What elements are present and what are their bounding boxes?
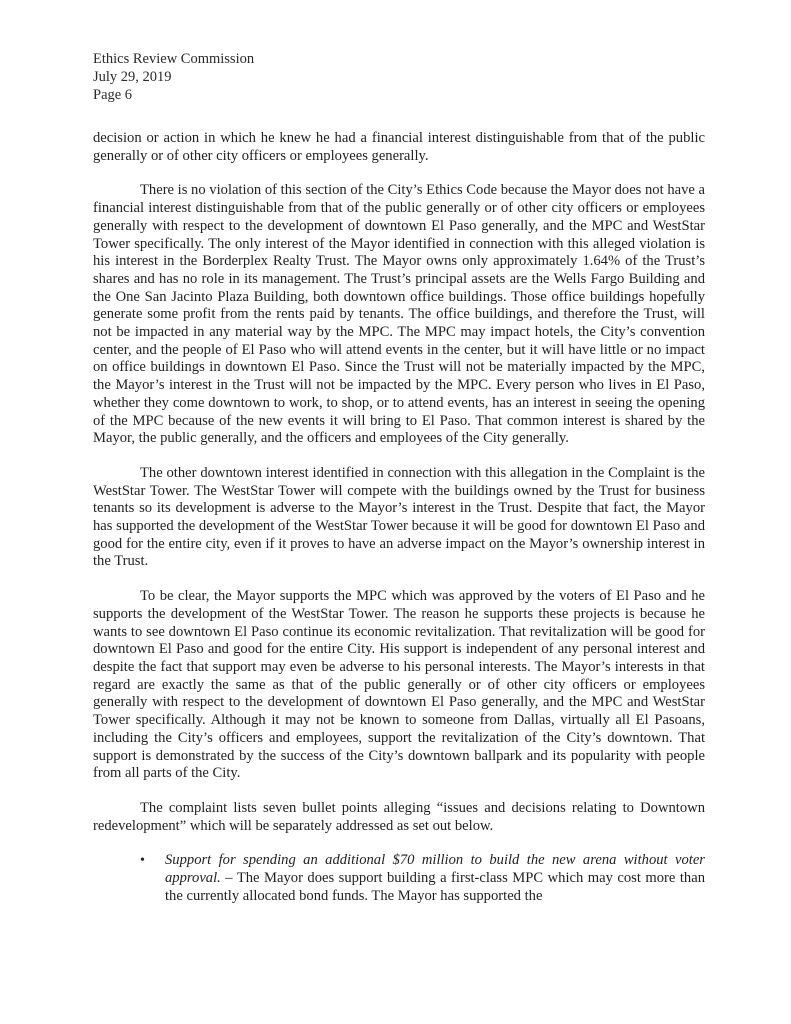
header-page-number: Page 6 <box>93 87 133 103</box>
paragraph-bullet-intro: The complaint lists seven bullet points alleging “issues and decisions relating to Downtown redevelopment” which will be separately addressed as set out below. <box>93 799 705 834</box>
bullet-title: Support for spending an additional $70 million to build the new arena without voter approval. <box>165 852 705 887</box>
document-body <box>93 130 705 905</box>
allegation-bullet-list <box>93 852 705 905</box>
header-recipient: Ethics Review Commission <box>93 51 255 67</box>
list-item <box>93 852 705 905</box>
header-date: July 29, 2019 <box>93 69 172 85</box>
paragraph-continued: decision or action in which he knew he had a financial interest distinguishable from that of the public generally or of other city officers or employees generally. <box>93 130 705 164</box>
paragraph-weststar-tower: The other downtown interest identified in connection with this allegation in the Complaint is the WestStar Tower. The WestStar Tower will compete with the buildings owned by the Trust for business tenants so its development is adverse to the Mayor’s interest in the Trust. Despite that fact, the Mayor has supported the development of the WestStar Tower because it will be good for downtown El Paso and good for the entire city, even if it proves to have an adverse impact on the Mayor’s ownership interest in the Trust. <box>93 464 705 570</box>
letter-header <box>93 50 254 104</box>
bullet-text: – The Mayor does support building a first-class MPC which may cost more than the currently allocated bond funds. The Mayor has supported the <box>165 870 705 904</box>
bullet-marker: • <box>140 853 145 869</box>
paragraph-mayor-support: To be clear, the Mayor supports the MPC which was approved by the voters of El Paso and he supports the development of the WestStar Tower. The reason he supports these projects is because he wants to see downtown El Paso continue its economic revitalization. That revitalization will be good for downtown El Paso and good for the entire City. His support is independent of any personal interest and despite the fact that support may even be adverse to his personal interests. The Mayor’s interests in that regard are exactly the same as that of the public generally or of other city officers or employees generally with respect to the development of downtown El Paso generally, and the MPC and WestStar Tower specifically. Although it may not be known to someone from Dallas, virtually all El Pasoans, including the City’s officers and employees, support the revitalization of the City’s downtown. That support is demonstrated by the success of the City’s downtown ballpark and its popularity with people from all parts of the City. <box>93 588 705 782</box>
paragraph-no-violation: There is no violation of this section of the City’s Ethics Code because the Mayor does not have a financial interest distinguishable from that of the public generally or of other city officers or employees generally with respect to the development of downtown El Paso generally, and the MPC and WestStar Tower specifically. The only interest of the Mayor identified in connection with this alleged violation is his interest in the Borderplex Realty Trust. The Mayor owns only approximately 1.64% of the Trust’s shares and has no role in its management. The Trust’s principal assets are the Wells Fargo Building and the One San Jacinto Plaza Building, both downtown office buildings. Those office buildings hopefully generate some profit from the rents paid by tenants. The office buildings, and therefore the Trust, will not be impacted in any material way by the MPC. The MPC may impact hotels, the City’s convention center, and the people of El Paso who will attend events in the center, but it will have little or no impact on office buildings in downtown El Paso. Since the Trust will not be materially impacted by the MPC, the Mayor’s interest in the Trust will not be impacted by the MPC. Every person who lives in El Paso, whether they come downtown to work, to shop, or to attend events, has an interest in seeing the opening of the MPC because of the new events it will bring to El Paso. That common interest is shared by the Mayor, the public generally, and the officers and employees of the City generally. <box>93 182 705 447</box>
